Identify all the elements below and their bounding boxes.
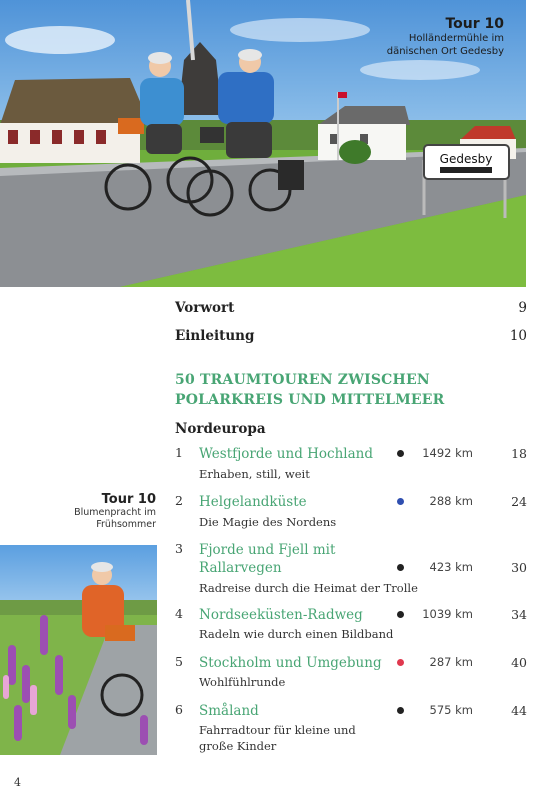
entry-number: 3 <box>175 541 183 556</box>
toc-einleitung[interactable] <box>175 328 527 344</box>
entry-distance: 288 km <box>429 494 473 508</box>
side-caption-desc-2: Frühsommer <box>96 519 156 530</box>
entry-subtitle-line-1: Fahrradtour für kleine und <box>199 723 356 737</box>
entry-page: 30 <box>511 560 527 575</box>
toc-einleitung-page: 10 <box>509 328 527 344</box>
entry-distance: 1492 km <box>422 446 473 460</box>
hero-caption-title: Tour 10 <box>445 16 504 32</box>
entry-title[interactable]: Helgelandküste <box>199 494 307 510</box>
entry-page: 24 <box>511 494 527 509</box>
entry-distance: 287 km <box>429 655 473 669</box>
region-heading: Nordeuropa <box>175 421 266 437</box>
hero-caption-desc-1: Holländermühle im <box>408 33 504 44</box>
section-title-line-1: 50 TRAUMTOUREN ZWISCHEN <box>175 372 430 388</box>
entry-subtitle: Die Magie des Nordens <box>199 515 337 529</box>
entry-page: 18 <box>511 446 527 461</box>
entry-subtitle: Radreise durch die Heimat der Trolle <box>199 581 418 595</box>
difficulty-dot <box>397 450 404 457</box>
entry-title[interactable]: Westfjorde und Hochland <box>199 446 373 462</box>
entry-title[interactable]: Småland <box>199 703 259 719</box>
entry-title[interactable]: Nordseeküsten-Radweg <box>199 607 363 623</box>
toc-vorwort-label: Vorwort <box>175 300 235 316</box>
difficulty-dot <box>397 659 404 666</box>
side-photo <box>0 545 157 755</box>
difficulty-dot <box>397 498 404 505</box>
entry-subtitle <box>199 722 399 754</box>
entry-distance: 1039 km <box>422 607 473 621</box>
side-caption-desc-1: Blumenpracht im <box>74 507 156 518</box>
side-caption-title: Tour 10 <box>101 492 156 507</box>
entry-subtitle: Erhaben, still, weit <box>199 467 310 481</box>
side-caption <box>40 492 156 531</box>
entry-subtitle: Radeln wie durch einen Bildband <box>199 627 394 641</box>
hero-caption-desc-2: dänischen Ort Gedesby <box>386 46 504 57</box>
entry-subtitle-line-2: große Kinder <box>199 739 277 753</box>
entry-number: 2 <box>175 493 183 508</box>
entry-distance: 575 km <box>429 703 473 717</box>
toc-vorwort-page: 9 <box>518 300 527 316</box>
entry-title[interactable] <box>199 541 394 577</box>
entry-number: 5 <box>175 654 183 669</box>
difficulty-dot <box>397 611 404 618</box>
entry-distance: 423 km <box>429 560 473 574</box>
toc-einleitung-label: Einleitung <box>175 328 255 344</box>
entry-title-line-1: Fjorde und Fjell mit <box>199 542 336 558</box>
difficulty-dot <box>397 564 404 571</box>
town-sign-text: Gedesby <box>439 152 493 166</box>
hero-photo <box>0 0 526 287</box>
entry-number: 4 <box>175 606 183 621</box>
hero-caption <box>387 16 504 58</box>
difficulty-dot <box>397 707 404 714</box>
page-number: 4 <box>14 776 21 789</box>
entry-title[interactable]: Stockholm und Umgebung <box>199 655 382 671</box>
entry-subtitle: Wohlfühlrunde <box>199 675 286 689</box>
section-title-line-2: POLARKREIS UND MITTELMEER <box>175 392 445 408</box>
toc-vorwort[interactable] <box>175 300 527 316</box>
entry-page: 34 <box>511 607 527 622</box>
entry-page: 44 <box>511 703 527 718</box>
entry-title-line-2: Rallarvegen <box>199 560 282 576</box>
entry-number: 6 <box>175 702 183 717</box>
entry-page: 40 <box>511 655 527 670</box>
section-title <box>175 370 495 410</box>
entry-number: 1 <box>175 445 183 460</box>
